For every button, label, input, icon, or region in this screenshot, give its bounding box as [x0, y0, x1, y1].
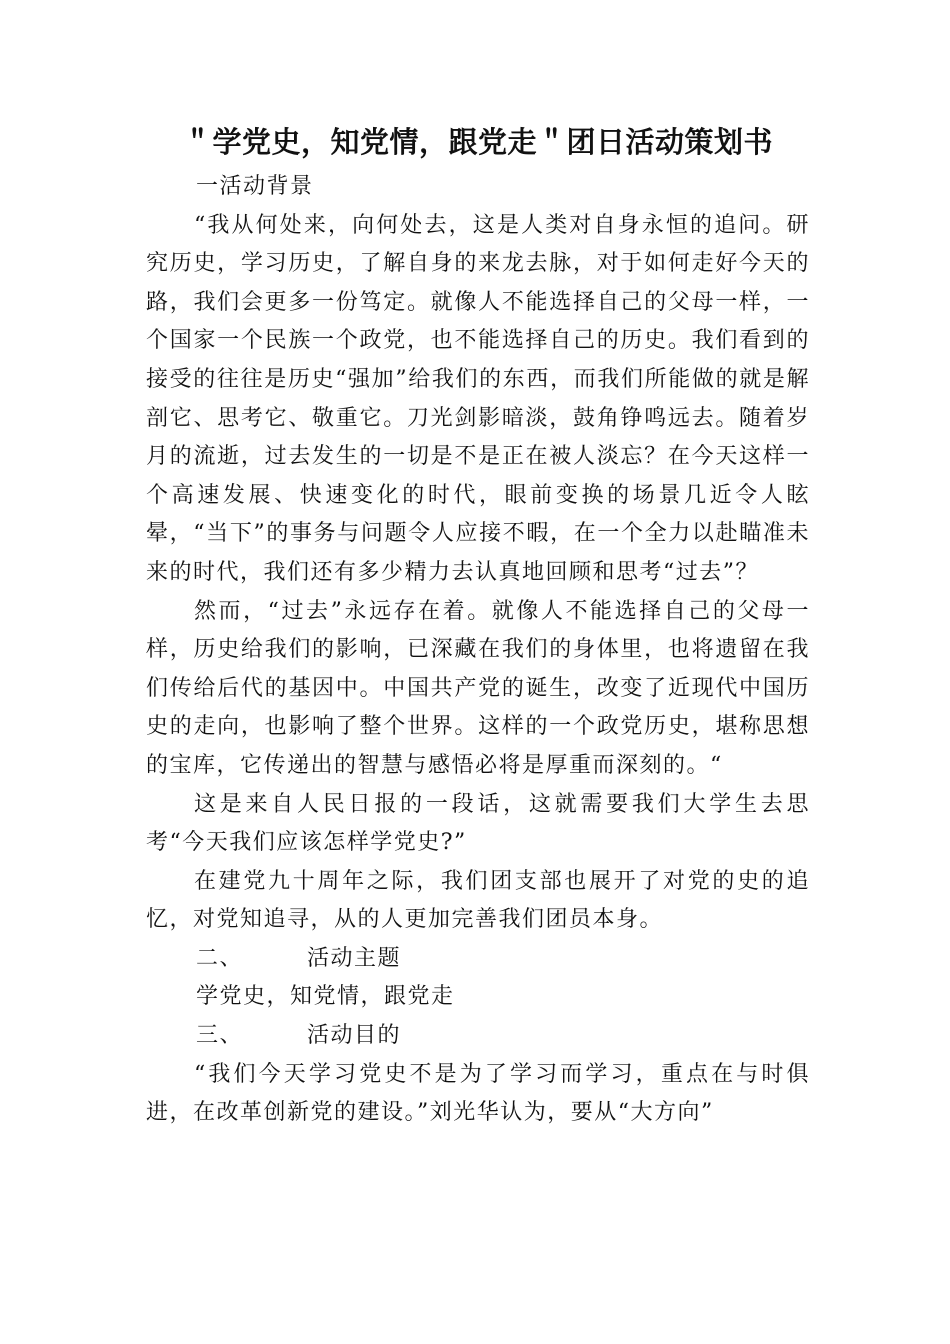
paragraph-purpose: “我们今天学习党史不是为了学习而学习，重点在与时俱进，在改革创新党的建设。”刘光华认为，要从“大方向” [146, 1061, 810, 1126]
section-heading-purpose [146, 1017, 810, 1056]
section-label: 活动主题 [307, 945, 402, 971]
document-body [146, 118, 810, 1133]
paragraph-background-1: “我从何处来，向何处去，这是人类对自身永恒的追问。研究历史，学习历史，了解自身的来龙去脉，对于如何走好今天的路，我们会更多一份笃定。就像人不能选择自己的父母一样，一个国家一个民族一个政党，也不能选择自己的历史。我们看到的接受的往往是历史“强加”给我们的东西，而我们所能做的就是解剖它、思考它、敬重它。刀光剑影暗淡，鼓角铮鸣远去。随着岁月的流逝，过去发生的一切是不是正在被人淡忘？在今天这样一个高速发展、快速变化的时代，眼前变换的场景几近令人眩晕，“当下”的事务与问题令人应接不暇，在一个全力以赴瞄准未来的时代，我们还有多少精力去认真地回顾和思考“过去”？ [146, 212, 810, 585]
section-number: 二、 [196, 945, 244, 971]
theme-text: 学党史，知党情，跟党走 [196, 984, 455, 1010]
document-title: ＂学党史，知党情，跟党走＂团日活动策划书 [182, 125, 773, 159]
section-heading-theme [146, 940, 810, 979]
section-number: 三、 [196, 1023, 244, 1049]
section-label: 活动目的 [307, 1023, 402, 1049]
paragraph-background-3: 这是来自人民日报的一段话，这就需要我们大学生去思考“今天我们应该怎样学党史?” [146, 791, 810, 856]
paragraph-background-4: 在建党九十周年之际，我们团支部也展开了对党的史的追忆，对党知追寻，从的人更加完善我们团员本身。 [146, 868, 810, 933]
section-heading-background: 一活动背景 [196, 174, 314, 199]
paragraph-background-2: 然而，“过去”永远存在着。就像人不能选择自己的父母一样，历史给我们的影响，已深藏在我们的身体里，也将遗留在我们传给后代的基因中。中国共产党的诞生，改变了近现代中国历史的走向，也影响了整个世界。这样的一个政党历史，堪称思想的宝库，它传递出的智慧与感悟必将是厚重而深刻的。“ [146, 598, 810, 778]
